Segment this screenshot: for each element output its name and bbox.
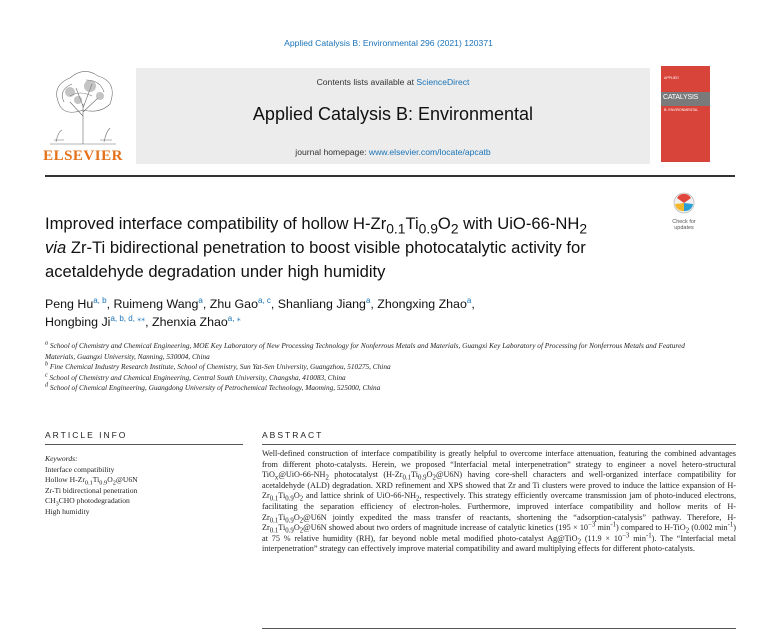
journal-reference[interactable]: Applied Catalysis B: Environmental 296 (2021) 120371 (284, 38, 493, 48)
affiliation-item: $^a$ School of Chemistry and Chemical Engineering, MOE Key Laboratory of New Processing Technology for Nonferrous Metals and Materials, Guangxi Key Laboratory of Processing for Nonferrous Metals and Featured Materials, Guangxi University, Nanning, 530004, China (45, 340, 685, 361)
author-affiliation-marks[interactable]: a, b, d, ⁎⁎ (110, 313, 146, 323)
crossmark-icon (662, 192, 706, 214)
author-affiliation-marks[interactable]: a, c (257, 295, 271, 305)
author-affiliation-marks[interactable]: a (365, 295, 371, 305)
check-updates-line1: Check for (672, 219, 696, 225)
check-for-updates-badge[interactable] (662, 192, 706, 231)
keyword: Zr-Ti bidirectional penetration (45, 485, 138, 495)
author-affiliation-marks[interactable]: a (198, 295, 203, 305)
homepage-link[interactable]: www.elsevier.com/locate/apcatb (368, 147, 491, 157)
paper-title: Improved interface compatibility of hollow $H-Zr_{0.1}Ti_{0.9}O_2$ with UiO-$66-NH_2$ via Zr-Ti bidirectional penetration to boost visible photocatalytic activity for acetaldehyde degradation under high humidity (45, 214, 588, 281)
journal-cover-thumbnail[interactable] (661, 66, 710, 162)
author-affiliation-marks[interactable]: a, ⁎ (227, 313, 241, 323)
article-info-rule (45, 444, 243, 445)
header-divider (45, 175, 735, 177)
author-list: Peng Hu$^{a, b}$, Ruimeng Wang$^a$, Zhu Gao$^{a, c}$, Shanliang Jiang$^a$, Zhongxing Zhao$^a$, Hongbing $Ji^{a, b, d, ⁎⁎}$, Zhenxia Zhao$^{a, ⁎}$ (45, 295, 475, 329)
cover-kicker: APPLIED (664, 76, 679, 80)
keyword: Interface compatibility (45, 464, 115, 474)
abstract-heading: ABSTRACT (262, 430, 324, 440)
author[interactable]: Shanliang Jiang (277, 297, 366, 311)
keyword: $CH_3CHO$ photodegradation (45, 496, 130, 508)
publisher-logo-text: ELSEVIER (43, 148, 123, 164)
cover-title: CATALYSIS (663, 94, 699, 101)
journal-title: Applied Catalysis B: Environmental (252, 104, 534, 124)
affiliation-item: $^c$ School of Chemistry and Chemical Engineering, Central South University, Changsha, 410083, China (45, 372, 346, 382)
contents-prefix: Contents lists available at (316, 77, 417, 87)
journal-homepage-line (136, 147, 650, 157)
author[interactable]: Hongbing Ji (45, 315, 111, 329)
author[interactable]: Zhu Gao (209, 297, 258, 311)
affiliation-item: $^d$ School of Chemical Engineering, Guangdong University of Petrochemical Technology, Maoming, 525000, China (45, 382, 381, 392)
author[interactable]: Zhongxing Zhao (377, 297, 467, 311)
sciencedirect-link[interactable]: ScienceDirect (416, 77, 470, 87)
cover-subtitle: B: ENVIRONMENTAL (664, 108, 699, 112)
abstract-text: Well-defined construction of interface compatibility is greatly helpful to overcome interface attenuation, featuring the combined advantages from different photo-catalysts. Herein, we proposed “Interfacial metal interpenetration” strategy to engineer a novel hetero-structural $TiO_x@UiO-66-NH_2$ photocatalyst $(H-Zr_{0.1}Ti_{0.9}O_2@U6N)$ having core-shell characters and well-organized interface compatibility for acetaldehyde (ALD) degradation. XRD refinement and XPS showed that Zr and Ti clusters were proved to induce the lattice expansion of $H-Zr_{0.1}Ti_{0.9}O_2$ and lattice shrink of UiO-$66-NH_2$, respectively. This strategy efficiently overcame transmission jam of photo-induced electrons, facilitating the separation efficiency of electron-holes. Furthermore, improved interface compatibility and hollow merits of $H-Zr_{0.1}Ti_{0.9}O_2@U6N$ jointly expedited the mass transfer of reactants, shortening the “adsorption-catalysis” pathway. Therefore, $H-Zr_{0.1}Ti_{0.9}O_2@U6N$ showed about two orders of magnitude increase of catalytic kinetics ($195 \times 10^{-3}$ $\min^{-1}$) compared to H-TiO$_2$ (0.002 $\min^{-1}$) at 75 % relative humidity (RH), far beyond noble metal modified photo-catalyst Ag@TiO$_2$ ($11.9 \times 10^{-3}$ $\min^{-1}$). The “Interfacial metal interpenetration” strategy can effectively improve material compatibility and award multiplying effects for different photo-catalysts. (262, 449, 737, 554)
abstract-rule (262, 444, 736, 445)
contents-line (136, 77, 650, 87)
author[interactable]: Peng Hu (45, 297, 94, 311)
keyword: High humidity (45, 506, 90, 516)
keywords-label: Keywords: (45, 454, 78, 463)
homepage-prefix: journal homepage: (295, 147, 369, 157)
author-affiliation-marks[interactable]: a, b (93, 295, 107, 305)
keyword: Hollow $H-Zr_{0.1}Ti_{0.9}O_2@U6N$ (45, 475, 138, 487)
check-updates-line2: updates (674, 225, 694, 231)
author[interactable]: Zhenxia Zhao (152, 315, 228, 329)
keywords-list (45, 454, 245, 517)
abstract-bottom-rule (262, 628, 736, 629)
affiliations (45, 341, 685, 394)
article-info-heading: ARTICLE INFO (45, 430, 128, 440)
author[interactable]: Ruimeng Wang (113, 297, 199, 311)
affiliation-item: $^b$ Fine Chemical Industry Research Institute, School of Chemistry, Sun Yat-Sen University, Guangzhou, 510275, China (45, 361, 391, 371)
author-affiliation-marks[interactable]: a (466, 295, 472, 305)
